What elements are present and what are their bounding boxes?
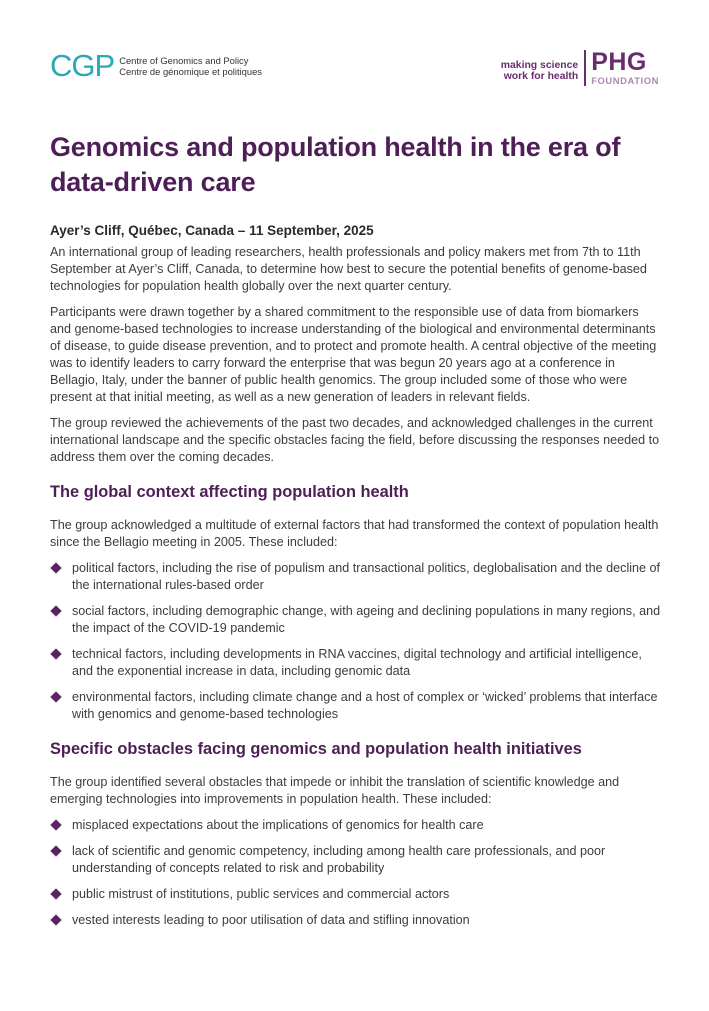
cgp-logo — [50, 50, 262, 81]
document-body — [50, 130, 662, 938]
section-lead: The group acknowledged a multitude of external factors that had transformed the context of population health since the Bellagio meeting in 2005. These included: — [50, 518, 659, 549]
page-title: Genomics and population health in the era of data-driven care — [50, 132, 621, 197]
section-lead: The group identified several obstacles that impede or inhibit the translation of scientific knowledge and emerging technologies into improvements in population health. These included: — [50, 775, 620, 806]
list-item-text: vested interests leading to poor utilisation of data and stifling innovation — [72, 913, 470, 927]
list-item — [50, 560, 662, 594]
obstacles-list — [50, 817, 662, 929]
global-factors-list — [50, 560, 662, 723]
list-item — [50, 886, 662, 903]
diamond-bullet-icon — [50, 845, 61, 856]
diamond-bullet-icon — [50, 914, 61, 925]
diamond-bullet-icon — [50, 562, 61, 573]
list-item-text: environmental factors, including climate change and a host of complex or ‘wicked’ problems that interface with genomics and genome-based technologies — [72, 690, 658, 721]
list-item-text: misplaced expectations about the implications of genomics for health care — [72, 818, 484, 832]
list-item-text: social factors, including demographic change, with ageing and declining populations in many regions, and the impact of the COVID-19 pandemic — [72, 604, 661, 635]
list-item — [50, 646, 662, 680]
diamond-bullet-icon — [50, 691, 61, 702]
list-item-text: public mistrust of institutions, public services and commercial actors — [72, 887, 450, 901]
diamond-bullet-icon — [50, 888, 61, 899]
phg-foundation-logo — [501, 50, 659, 86]
list-item-text: technical factors, including developments in RNA vaccines, digital technology and artificial intelligence, and the exponential increase in data, including genomic data — [72, 647, 642, 678]
cgp-name-english: Centre of Genomics and Policy — [119, 54, 249, 66]
intro-paragraph: Participants were drawn together by a shared commitment to the responsible use of data from biomarkers and genome-based technologies to increase understanding of the biological and environmental determinants of disease, to guide disease prevention, and to protect and promote health. A central objective of the meeting was to identify leaders to carry forward the enterprise that was begun 20 years ago at a conference in Bellagio, Italy, under the banner of public health genomics. The group included some of those who were present at that initial meeting, as well as a new generation of leaders in relevant fields. — [50, 305, 657, 404]
list-item — [50, 843, 662, 877]
phg-tagline-line2: work for health — [503, 71, 579, 82]
list-item-text: lack of scientific and genomic competency, including among health care professionals, and poor understanding of concepts related to risk and probability — [72, 844, 606, 875]
cgp-logo-mark: CGP — [50, 48, 115, 83]
dateline: Ayer’s Cliff, Québec, Canada – 11 September, 2025 — [50, 223, 374, 238]
phg-tagline — [501, 50, 584, 86]
phg-tagline-line1: making science — [500, 60, 579, 71]
phg-logo-divider — [584, 50, 586, 86]
diamond-bullet-icon — [50, 648, 61, 659]
intro-paragraph: An international group of leading researchers, health professionals and policy makers met from 7th to 11th September at Ayer’s Cliff, Canada, to determine how best to secure the potential benefits of genome-based technologies for population health globally over the next quarter century. — [50, 245, 647, 293]
intro-paragraph: The group reviewed the achievements of the past two decades, and acknowledged challenges in the current international landscape and the specific obstacles facing the field, before discussing the responses needed to address them over the coming decades. — [50, 416, 660, 464]
list-item — [50, 603, 662, 637]
list-item — [50, 817, 662, 834]
phg-name: PHG — [591, 48, 647, 76]
cgp-logo-text — [119, 55, 262, 77]
diamond-bullet-icon — [50, 605, 61, 616]
cgp-name-french: Centre de génomique et politiques — [119, 65, 262, 77]
list-item — [50, 912, 662, 929]
diamond-bullet-icon — [50, 819, 61, 830]
phg-logo-wordmark — [591, 50, 659, 86]
section-heading-global-context: The global context affecting population health — [50, 483, 409, 501]
section-heading-obstacles: Specific obstacles facing genomics and population health initiatives — [50, 740, 582, 758]
phg-foundation-label: FOUNDATION — [591, 75, 659, 86]
list-item — [50, 689, 662, 723]
list-item-text: political factors, including the rise of populism and transactional politics, deglobalisation and the decline of the international rules-based order — [72, 561, 661, 592]
